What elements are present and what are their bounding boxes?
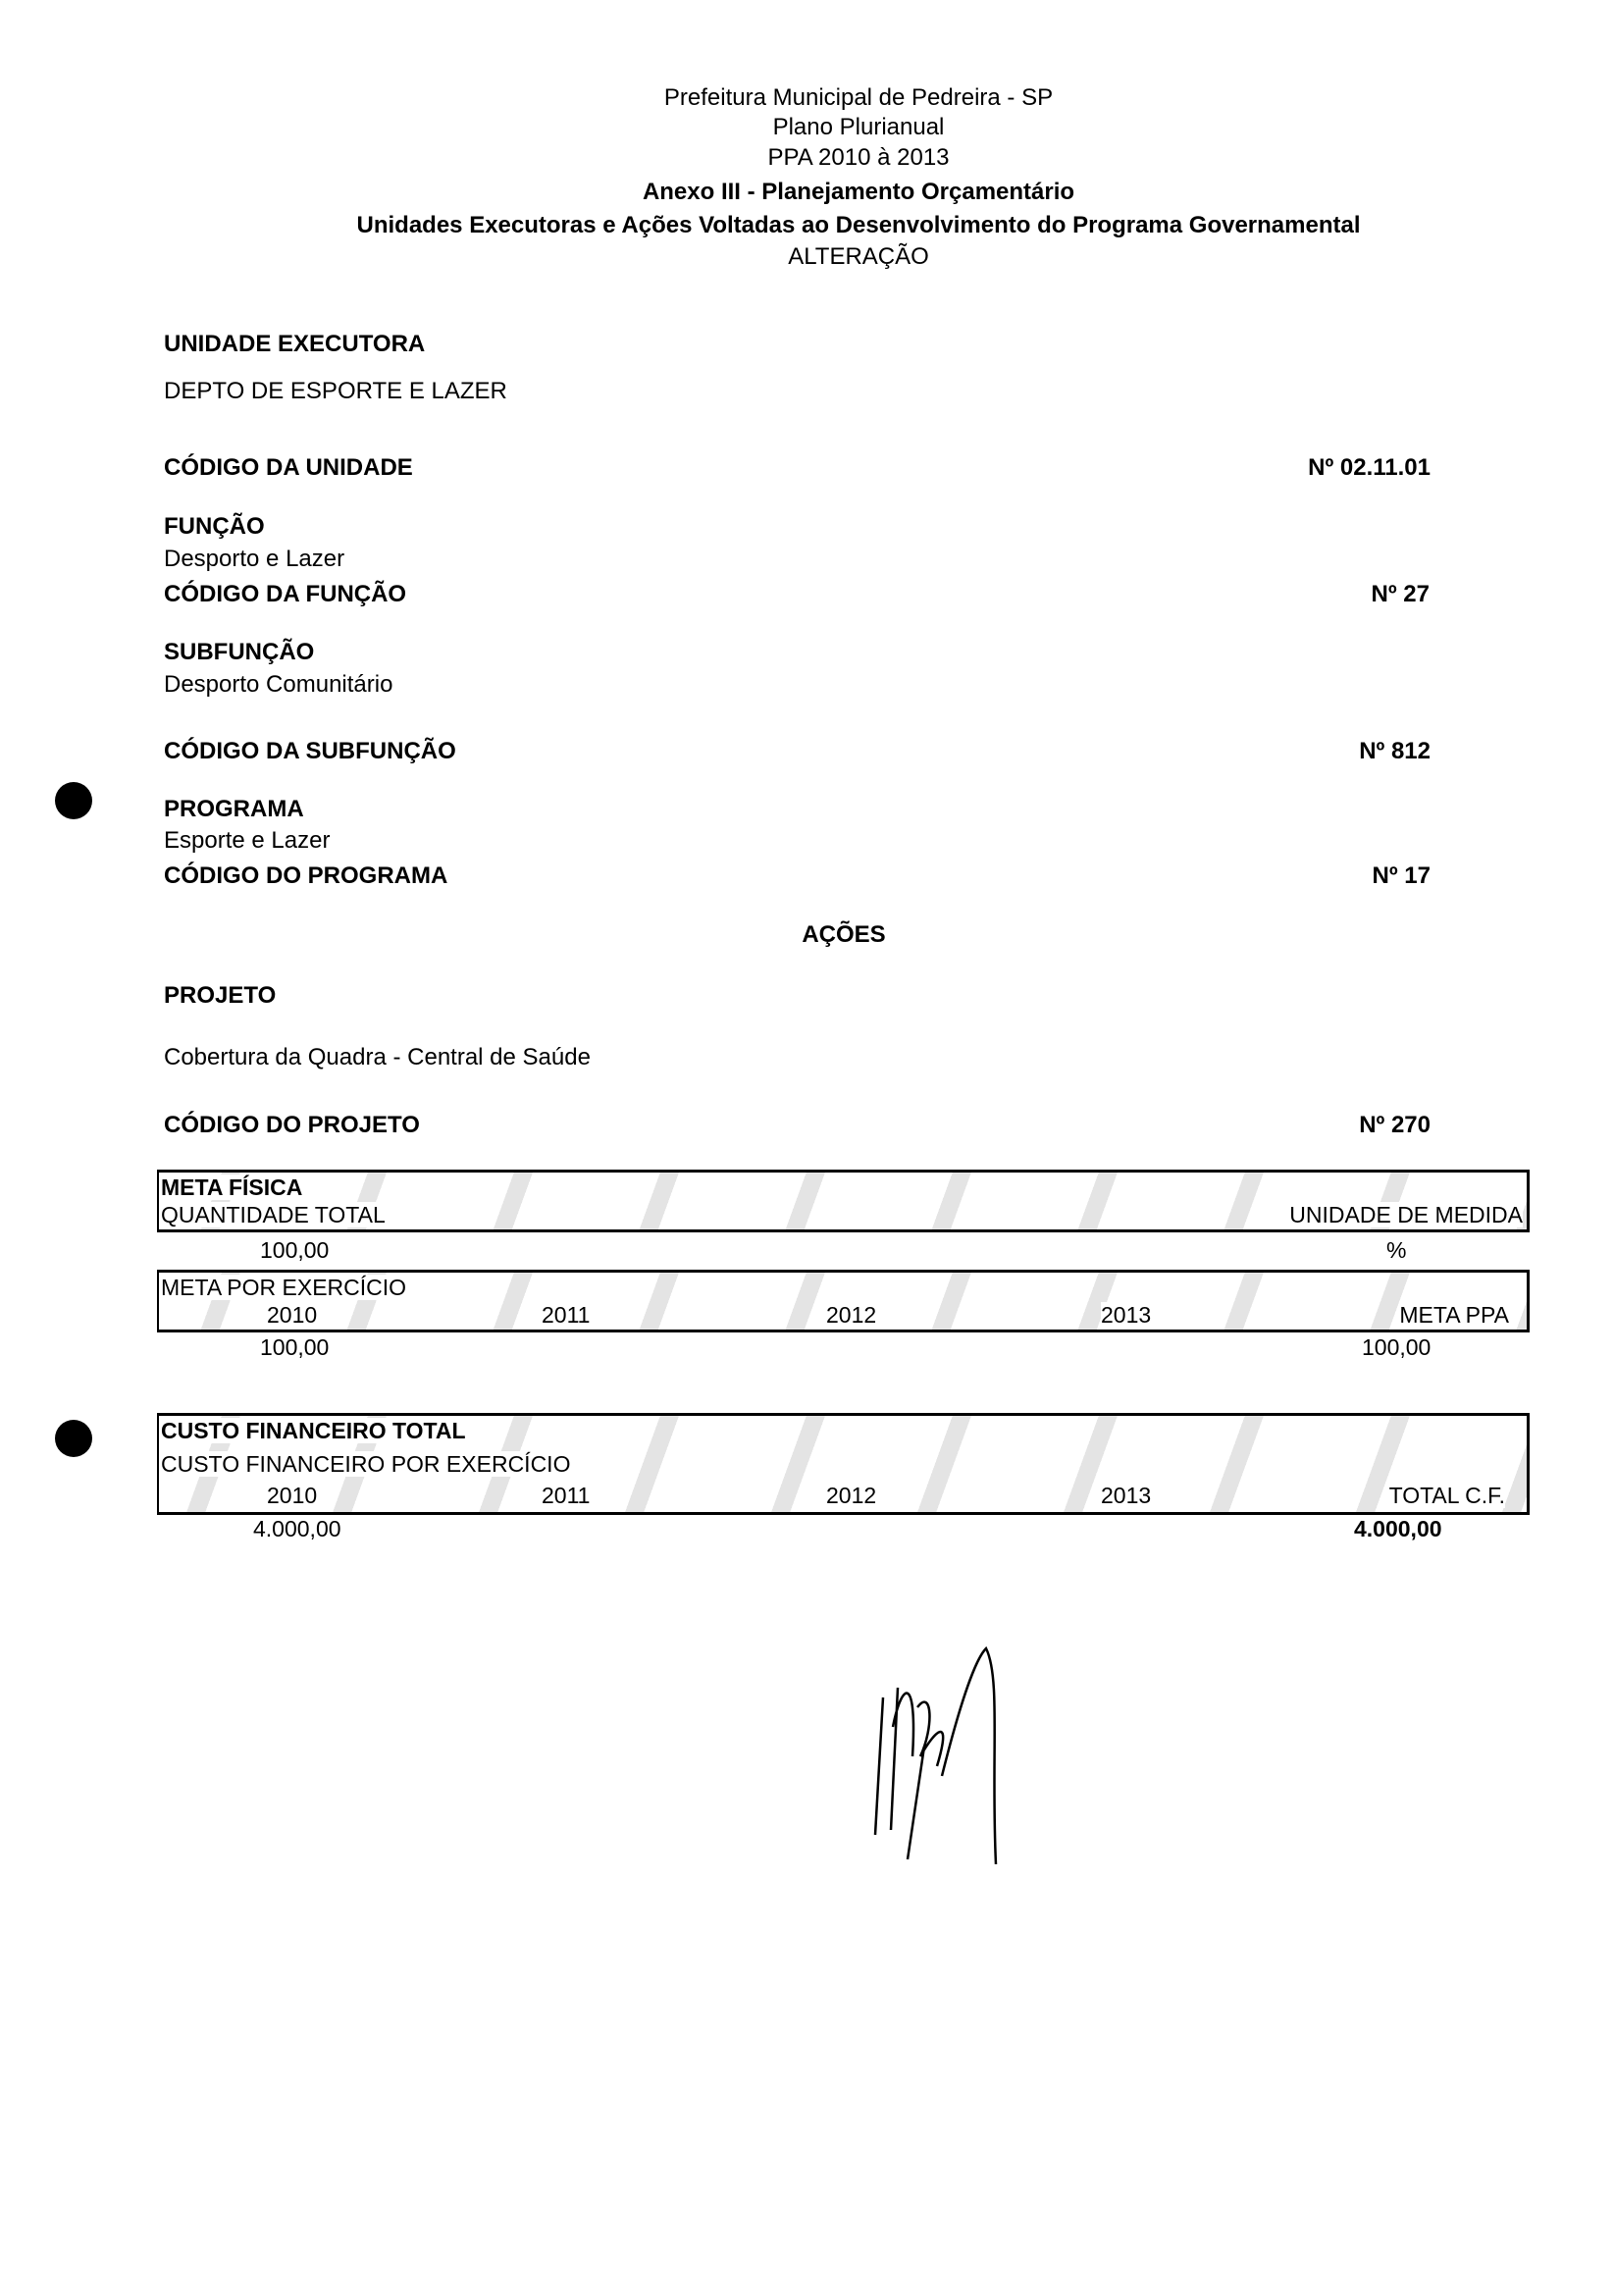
year: 2013 — [1101, 1483, 1152, 1508]
label: SUBFUNÇÃO — [164, 639, 315, 665]
value: Cobertura da Quadra - Central de Saúde — [164, 1044, 591, 1070]
year: 2013 — [1101, 1302, 1152, 1328]
value: Desporto e Lazer — [164, 546, 345, 572]
label: UNIDADE EXECUTORA — [164, 331, 426, 357]
label: PROGRAMA — [164, 796, 304, 822]
box-title: META FÍSICA — [161, 1174, 303, 1200]
box-title: META POR EXERCÍCIO — [161, 1275, 407, 1300]
code: Nº 270 — [1359, 1112, 1431, 1138]
header-title: Anexo III - Planejamento Orçamentário — [642, 179, 1075, 205]
label: CÓDIGO DA FUNÇÃO — [164, 581, 407, 607]
box-label: QUANTIDADE TOTAL — [161, 1202, 386, 1227]
label: CÓDIGO DO PROJETO — [164, 1112, 420, 1138]
code: Nº 17 — [1372, 862, 1431, 889]
year: 2010 — [267, 1483, 318, 1508]
punch-hole — [55, 782, 92, 819]
box-label: CUSTO FINANCEIRO POR EXERCÍCIO — [161, 1451, 571, 1477]
header-line: PPA 2010 à 2013 — [767, 144, 950, 171]
year: 2011 — [542, 1302, 591, 1328]
code: Nº 02.11.01 — [1308, 454, 1431, 481]
value: DEPTO DE ESPORTE E LAZER — [164, 378, 507, 404]
label: CÓDIGO DA UNIDADE — [164, 454, 413, 481]
header-line: ALTERAÇÃO — [788, 243, 929, 270]
box-title: CUSTO FINANCEIRO TOTAL — [161, 1418, 466, 1443]
meta-fisica-box — [157, 1170, 1530, 1232]
year: 2010 — [267, 1302, 318, 1328]
year: 2012 — [826, 1483, 877, 1508]
section-title: AÇÕES — [802, 921, 886, 948]
code: Nº 812 — [1359, 738, 1431, 764]
header-line: Plano Plurianual — [772, 114, 945, 140]
custo-box — [157, 1413, 1530, 1515]
value: 100,00 — [1362, 1334, 1432, 1360]
value: 100,00 — [260, 1237, 330, 1263]
label: CÓDIGO DA SUBFUNÇÃO — [164, 738, 456, 764]
year: 2011 — [542, 1483, 591, 1508]
code: Nº 27 — [1371, 581, 1430, 607]
signature — [863, 1639, 1030, 1864]
punch-hole — [55, 1420, 92, 1457]
box-label: UNIDADE DE MEDIDA — [1289, 1202, 1523, 1227]
value: 4.000,00 — [253, 1516, 341, 1541]
box-label: TOTAL C.F. — [1388, 1483, 1505, 1508]
value: Desporto Comunitário — [164, 671, 393, 698]
box-label: META PPA — [1399, 1302, 1509, 1328]
label: PROJETO — [164, 982, 277, 1009]
value: Esporte e Lazer — [164, 827, 331, 854]
value: 100,00 — [260, 1334, 330, 1360]
header-line: Prefeitura Municipal de Pedreira - SP — [663, 84, 1054, 111]
label: CÓDIGO DO PROGRAMA — [164, 862, 448, 889]
value: % — [1386, 1237, 1407, 1263]
meta-exercicio-box — [157, 1270, 1530, 1332]
header-subtitle: Unidades Executoras e Ações Voltadas ao Desenvolvimento do Programa Governamental — [356, 212, 1361, 238]
year: 2012 — [826, 1302, 877, 1328]
label: FUNÇÃO — [164, 513, 265, 540]
value: 4.000,00 — [1354, 1516, 1442, 1541]
